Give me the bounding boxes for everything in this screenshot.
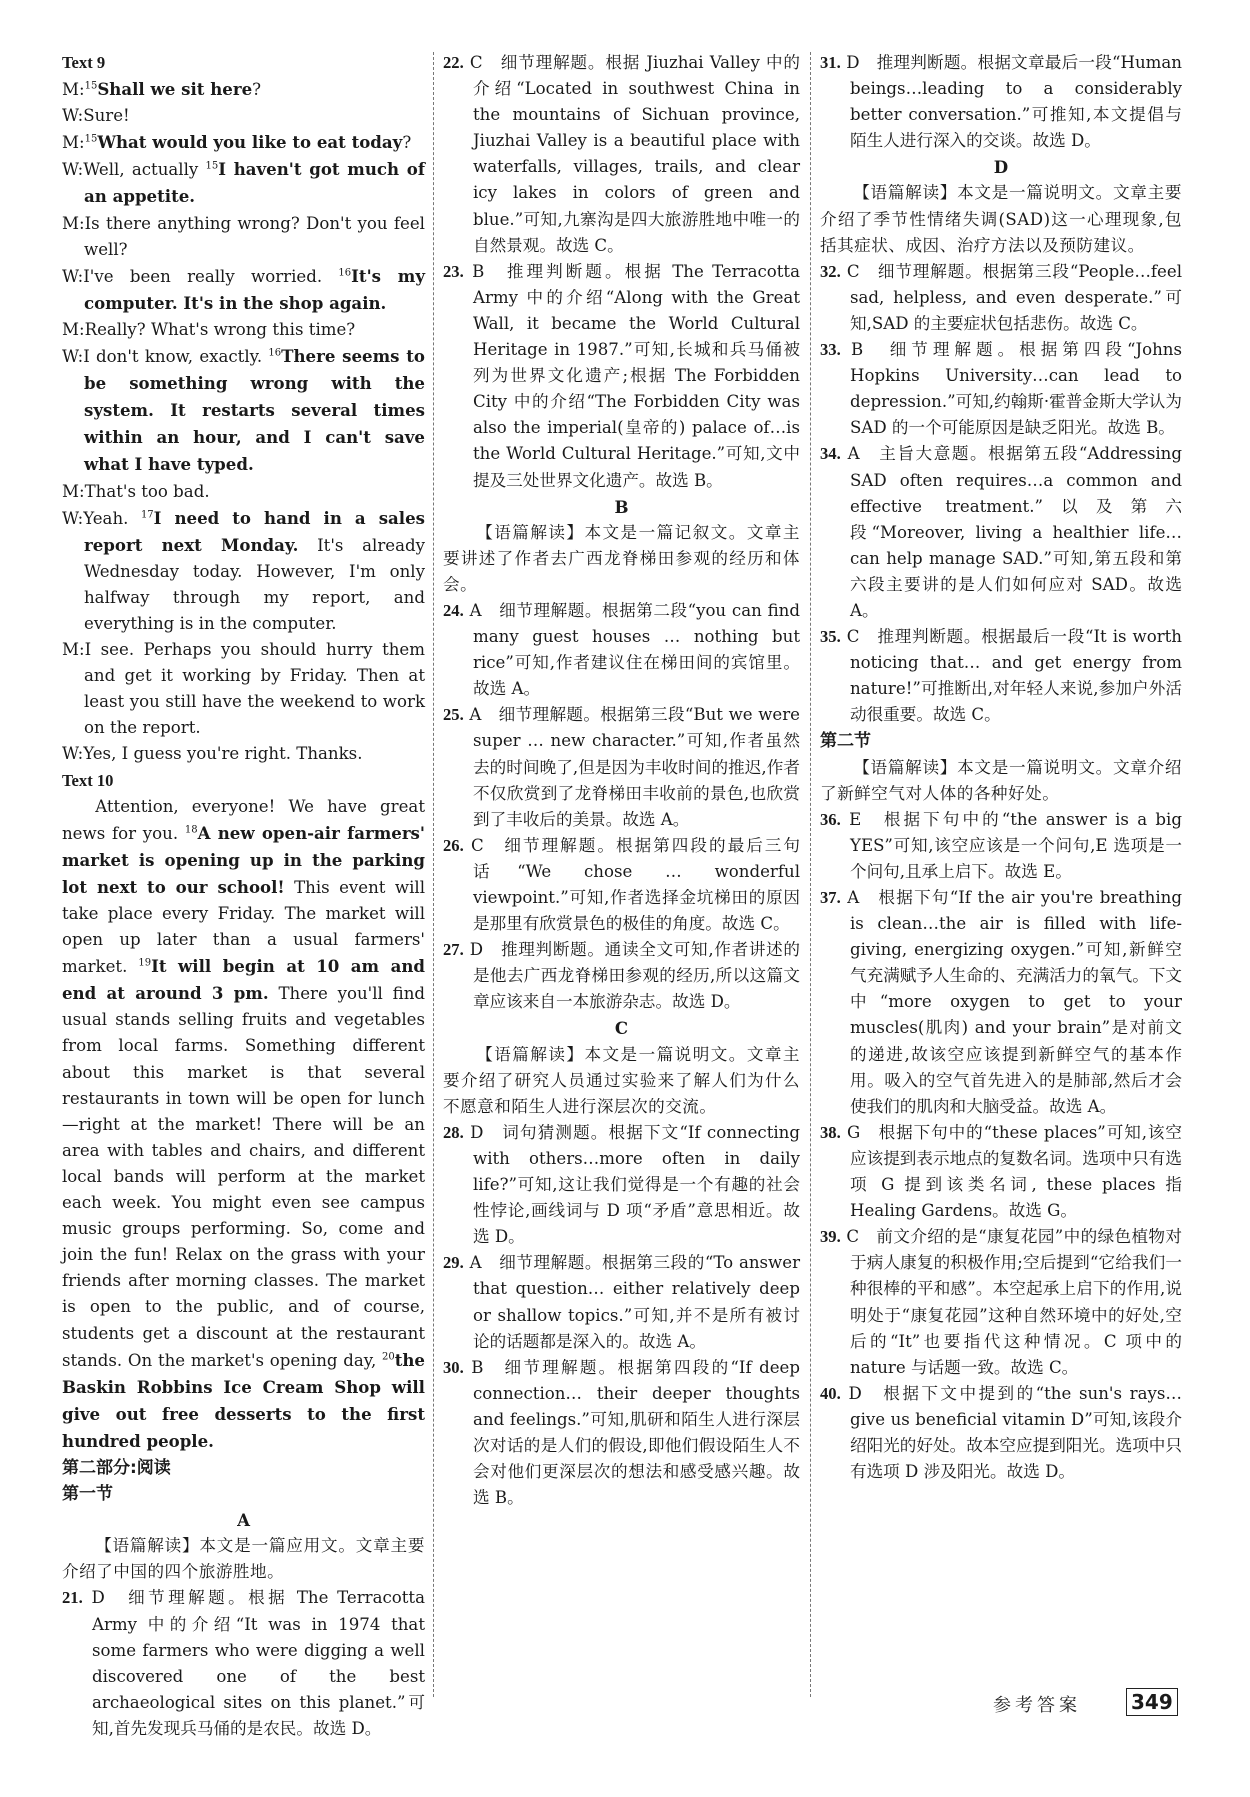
dialogue-line: W:I don't know, exactly. $^{16}$There seems to be something wrong with the system. It restarts several times within an hour, and I can't save what I have typed. bbox=[62, 346, 425, 475]
dialogue-line: M:$^{15}$What would you like to eat today? bbox=[62, 132, 412, 153]
answer-36: 36. E 根据下句中的“the answer is a big YES”可知,该空应该是一个问句,E 选项是一个问句,且承上启下。故选 E。 bbox=[820, 809, 1182, 881]
part-2-heading: 第二部分:阅读 bbox=[62, 1457, 171, 1478]
section-1-heading: 第一节 bbox=[62, 1484, 113, 1505]
passage-b-intro: 【语篇解读】本文是一篇记叙文。文章主要讲述了作者去广西龙脊梯田参观的经历和体会。 bbox=[443, 522, 800, 594]
answer-32: 32. C 细节理解题。根据第三段“People…feel sad, helpless, and even desperate.”可知,SAD 的主要症状包括悲伤。故选 C。 bbox=[820, 261, 1182, 333]
dialogue-line: M:$^{15}$Shall we sit here? bbox=[62, 79, 262, 100]
passage-a-intro: 【语篇解读】本文是一篇应用文。文章主要介绍了中国的四个旅游胜地。 bbox=[62, 1536, 425, 1582]
text-10-heading: Text 10 bbox=[62, 770, 114, 790]
column-middle bbox=[443, 50, 800, 1511]
text-9-heading: Text 9 bbox=[62, 53, 106, 72]
passage-b-heading: B bbox=[614, 496, 629, 517]
answer-31: 31. D 推理判断题。根据文章最后一段“Human beings…leading to a considerably better conversation.”可推知,本文提倡与陌生人进行深入的交谈。故选 D。 bbox=[820, 53, 1182, 151]
section-2-heading: 第二节 bbox=[820, 731, 871, 752]
dialogue-line: W:Yes, I guess you're right. Thanks. bbox=[62, 744, 363, 764]
footer-label: 参考答案 bbox=[993, 1695, 1081, 1716]
answer-26: 26. C 细节理解题。根据第四段的最后三句话“We chose … wonderful viewpoint.”可知,作者选择金坑梯田的原因是那里有欣赏景色的极佳的角度。故选 C。 bbox=[443, 835, 800, 934]
passage-d-heading: D bbox=[993, 157, 1009, 178]
dialogue-line: W:Yeah. $^{17}$I need to hand in a sales report next Monday. It's already Wednesday today. However, I'm only halfway through my report, and everything is in the computer. bbox=[62, 507, 425, 633]
column-divider-right bbox=[810, 52, 811, 1697]
dialogue-line: M:That's too bad. bbox=[62, 481, 210, 501]
answer-29: 29. A 细节理解题。根据第三段的“To answer that question… either relatively deep or shallow topics.”可知,并不是所有被讨论的话题都是深入的。故选 A。 bbox=[443, 1253, 801, 1351]
answer-33: 33. B 细节理解题。根据第四段“Johns Hopkins University…can lead to depression.”可知,约翰斯·霍普金斯大学认为 SAD 的一个可能原因是缺乏阳光。故选 B。 bbox=[820, 340, 1182, 438]
column-divider-left bbox=[433, 52, 434, 1697]
passage-a-heading: A bbox=[237, 1510, 250, 1531]
answer-23: 23. B 推理判断题。根据 The Terracotta Army 中的介绍“Along with the Great Wall, it became the World Cultural Heritage in 1987.”可知,长城和兵马俑被列为世界文化遗产;根据 The Forbidden City 中的介绍“The Forbidden City was also the imperial(皇帝的) palace of…is the World Cultural Heritage.”可知,文中提及三处世界文化遗产。故选 B。 bbox=[443, 261, 800, 490]
answer-27: 27. D 推理判断题。通读全文可知,作者讲述的是他去广西龙脊梯田参观的经历,所以这篇文章应该来自一本旅游杂志。故选 D。 bbox=[443, 940, 801, 1012]
column-right bbox=[820, 50, 1182, 1485]
answer-21: 21. D 细节理解题。根据 The Terracotta Army 中的介绍“It was in 1974 that some farmers who were digging a well discovered one of the best archaeological sites on this planet.”可知,首先发现兵马俑的是农民。故选 D。 bbox=[62, 1588, 425, 1738]
dialogue-line: M:Really? What's wrong this time? bbox=[62, 319, 356, 339]
answer-39: 39. C 前文介绍的是“康复花园”中的绿色植物对于病人康复的积极作用;空后提到“它给我们一种很棒的平和感”。本空起承上启下的作用,说明处于“康复花园”这种自然环境中的好处,空后的“It”也要指代这种情况。C 项中的 nature 与话题一致。故选 C。 bbox=[820, 1227, 1182, 1377]
page-number: 349 bbox=[1126, 1688, 1178, 1716]
answer-25: 25. A 细节理解题。根据第三段“But we were super … new character.”可知,作者虽然去的时间晚了,但是因为丰收时间的推迟,作者不仅欣赏到了龙脊梯田丰收前的景色,也欣赏到了丰收后的美景。故选 A。 bbox=[443, 705, 800, 829]
answer-30: 30. B 细节理解题。根据第四段的“If deep connection… their deeper thoughts and feelings.”可知,肌研和陌生人进行深层次对话的是人们的假设,即他们假设陌生人不会对他们更深层次的想法和感受感兴趣。故选 B。 bbox=[443, 1357, 800, 1508]
dialogue-line: W:Sure! bbox=[62, 106, 130, 126]
answer-38: 38. G 根据下句中的“these places”可知,该空应该提到表示地点的复数名词。选项中只有选项 G 提到该类名词, these places 指 Healing Gardens。故选 G。 bbox=[820, 1122, 1183, 1221]
dialogue-line: M:I see. Perhaps you should hurry them and get it working by Friday. Then at least you still have the weekend to work on the report. bbox=[62, 640, 425, 738]
column-left bbox=[62, 50, 425, 1742]
dialogue-line: W:Well, actually $^{15}$I haven't got much of an appetite. bbox=[62, 159, 425, 207]
answer-40: 40. D 根据下文中提到的“the sun's rays…give us beneficial vitamin D”可知,该段介绍阳光的好处。故本空应提到阳光。选项中只有选项 D 涉及阳光。故选 D。 bbox=[820, 1383, 1182, 1482]
passage-d-intro: 【语篇解读】本文是一篇说明文。文章主要介绍了季节性情绪失调(SAD)这一心理现象,包括其症状、成因、治疗方法以及预防建议。 bbox=[820, 183, 1182, 255]
answer-22: 22. C 细节理解题。根据 Jiuzhai Valley 中的介绍“Located in southwest China in the mountains of Sichuan province, Jiuzhai Valley is a beautiful place with waterfalls, villages, trails, and clear icy lakes in colors of green and blue.”可知,九寨沟是四大旅游胜地中唯一的自然景观。故选 C。 bbox=[443, 53, 800, 255]
section-2-intro: 【语篇解读】本文是一篇说明文。文章介绍了新鲜空气对人体的各种好处。 bbox=[820, 757, 1182, 803]
passage-c-heading: C bbox=[614, 1018, 629, 1039]
passage-c-intro: 【语篇解读】本文是一篇说明文。文章主要介绍了研究人员通过实验来了解人们为什么不愿意和陌生人进行深层次的交流。 bbox=[443, 1044, 800, 1116]
answer-34: 34. A 主旨大意题。根据第五段“Addressing SAD often requires…a common and effective treatment.”以及第六段“Moreover, living a healthier life…can help manage SAD.”可知,第五段和第六段主要讲的是人们如何应对 SAD。故选 A。 bbox=[820, 444, 1182, 620]
dialogue-line: M:Is there anything wrong? Don't you feel well? bbox=[62, 213, 425, 259]
answer-37: 37. A 根据下句“If the air you're breathing is clean…the air is filled with life-giving, energizing oxygen.”可知,新鲜空气充满赋予人生命的、充满活力的氧气。下文中“more oxygen to get to your muscles(肌肉) and your brain”是对前文的递进,故该空应该提到新鲜空气的基本作用。吸入的空气首先进入的是肺部,然后才会使我们的肌肉和大脑受益。故选 A。 bbox=[820, 888, 1182, 1116]
dialogue-line: W:I've been really worried. $^{16}$It's my computer. It's in the shop again. bbox=[62, 265, 426, 313]
answer-24: 24. A 细节理解题。根据第二段“you can find many guest houses … nothing but rice”可知,作者建议住在梯田间的宾馆里。故选 A。 bbox=[443, 600, 800, 699]
answer-35: 35. C 推理判断题。根据最后一段“It is worth noticing that… and get energy from nature!”可推断出,对年轻人来说,参加户外活动很重要。故选 C。 bbox=[820, 627, 1182, 725]
text-10-passage: Attention, everyone! We have great news for you. $^{18}$A new open-air farmers' market is opening up in the parking lot next to our school! This event will take place every Friday. The market will open up later than a usual farmers' market. $^{19}$It will begin at 10 am and end at around 3 pm. There you'll find usual stands selling fruits and vegetables from local farms. Something different about this market is that several restaurants in town will be open for lunch—right at the market! There will be an area with tables and chairs, and different local bands will perform at the market each week. You might even see campus music groups performing. So, come and join the fun! Relax on the grass with your friends after morning classes. The market is open to the public, and of course, students get a discount at the restaurant stands. On the market's opening day, $^{20}$the Baskin Robbins Ice Cream Shop will give out free desserts to the first hundred people. bbox=[62, 796, 426, 1451]
answer-28: 28. D 词句猜测题。根据下文“If connecting with others…more often in daily life?”可知,这让我们觉得是一个有趣的社会性悖论,画线词与 D 项“矛盾”意思相近。故选 D。 bbox=[443, 1122, 800, 1247]
